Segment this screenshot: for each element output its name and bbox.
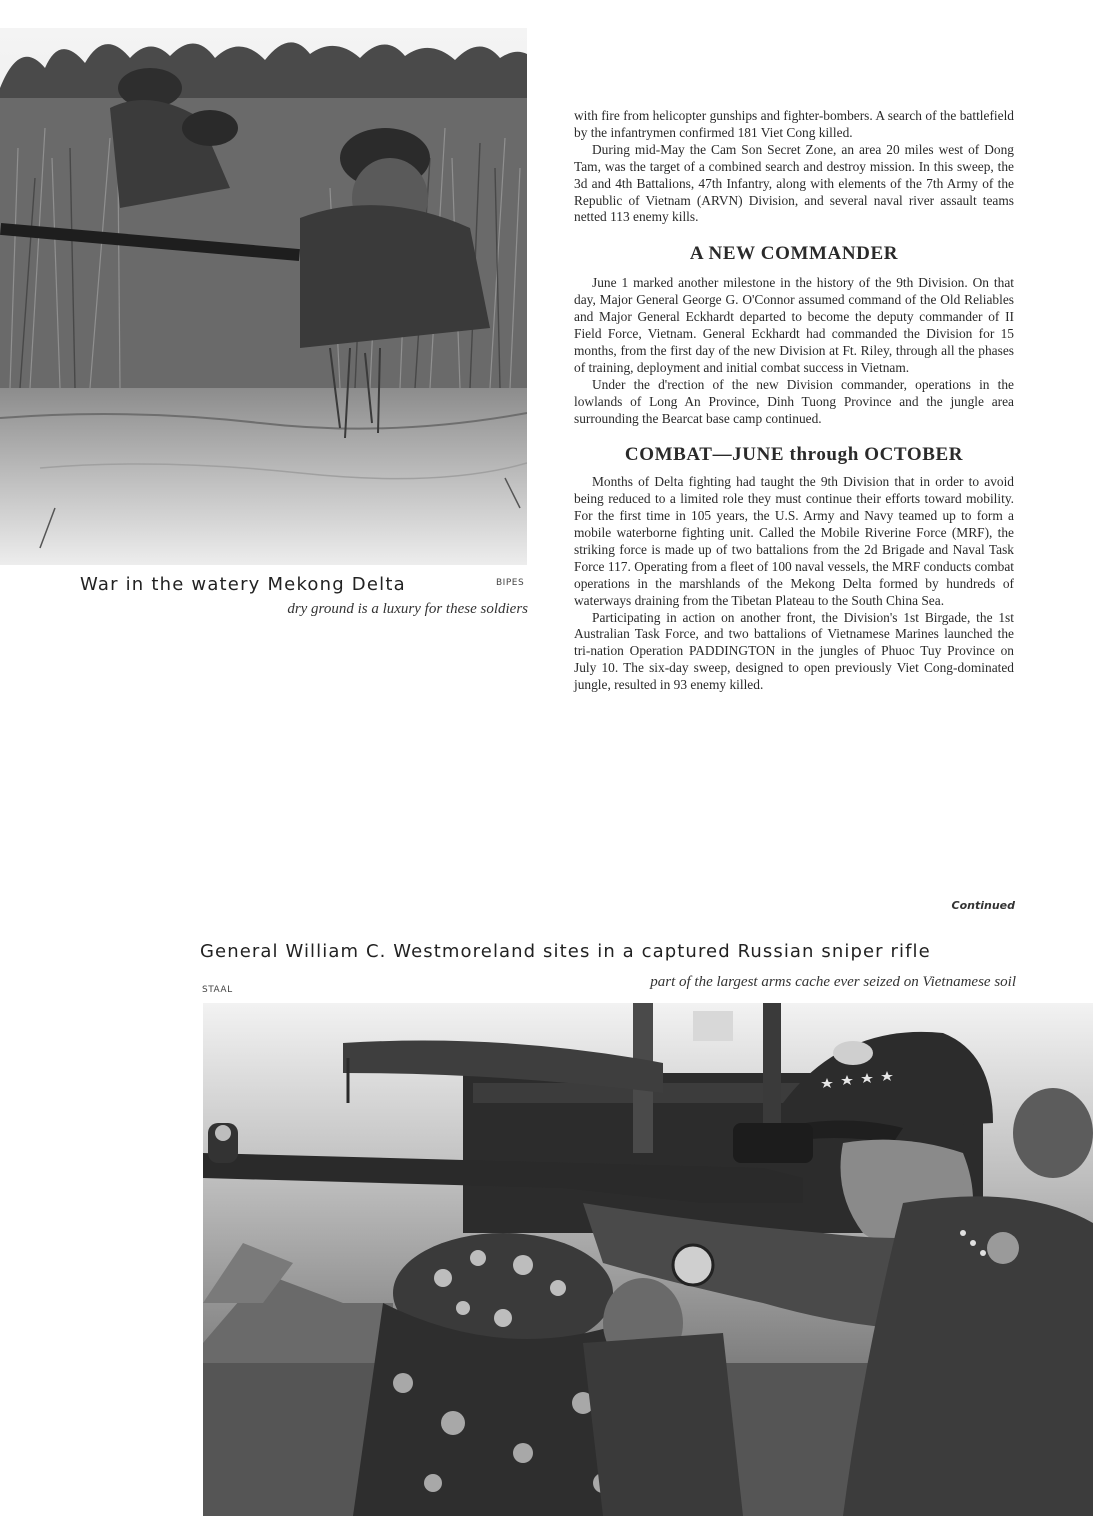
article-paragraph-intro: with fire from helicopter gunships and fighter-bombers. A search of the battlefield by the infantrymen confirmed 181 Viet Cong killed. [574,108,1014,140]
caption-subtitle-bottom: part of the largest arms cache ever seized on Vietnamese soil [650,974,1016,990]
caption-title-top: War in the watery Mekong Delta [80,574,406,595]
photo-mekong-delta-soldiers [0,28,527,565]
photo-westmoreland-illustration [203,1003,1093,1516]
photo-mekong-delta-illustration [0,28,527,565]
heading-new-commander: A NEW COMMANDER [689,243,899,265]
photo-credit-bottom: STAAL [202,985,233,995]
article-paragraph-june: June 1 marked another milestone in the history of the 9th Division. On that day, Major General George G. O'Connor assumed command of the Old Reliables and Major General Eckhardt departed to become the deputy commander of II Field Force, Vietnam. General Eckhardt had commanded the Division for 15 months, from the first day of the new Division at Ft. Riley, through all the phases of training, deployment and initial combat success in Vietnam. [574,275,1014,375]
caption-subtitle-top: dry ground is a luxury for these soldiers [287,601,528,617]
article-column [574,108,1014,694]
heading-combat: COMBAT—JUNE through OCTOBER [624,444,964,466]
caption-title-bottom: General William C. Westmoreland sites in a captured Russian sniper rifle [200,941,931,962]
article-paragraph-cam-son: During mid-May the Cam Son Secret Zone, an area 20 miles west of Dong Tam, was the target of a combined search and destroy mission. In this sweep, the 3d and 4th Battalions, 47th Infantry, along with elements of the 7th Army of the Republic of Vietnam (ARVN) Division, and several naval river assault teams netted 113 enemy kills. [574,141,1014,225]
photo-caption-top [80,574,528,617]
article-paragraph-under: Under the d'rection of the new Division commander, operations in the lowlands of Long An Province, Dinh Tuong Province and the jungle area surrounding the Bearcat base camp continued. [574,376,1014,426]
photo-credit-top: BIPES [496,578,525,588]
continued-label: Continued [951,899,1015,912]
article-paragraph-months: Months of Delta fighting had taught the 9th Division that in order to avoid being reduced to a limited role they must continue their efforts toward mobility. For the first time in 105 years, the U.S. Army and Navy teamed up to form a mobile waterborne fighting unit. Called the Mobile Riverine Force (MRF), the striking force is made up of two battalions from the 2d Brigade and Naval Task Force 117. Operating from a fleet of 100 naval vessels, the MRF conducts combat operations in the marshlands of the Mekong Delta formed by hundreds of waterways draining from the Tibetan Plateau to the South China Sea. [574,474,1014,608]
photo-westmoreland-rifle [203,1003,1093,1516]
article-paragraph-participating: Participating in action on another front, the Division's 1st Birgade, the 1st Australian Task Force, and two battalions of Vietnamese Marines launched the tri-nation Operation PADDINGTON in the jungles of Phuoc Tuy Province on July 10. The six-day sweep, designed to open previously Viet Cong-dominated jungle, resulted in 93 enemy killed. [574,609,1014,693]
